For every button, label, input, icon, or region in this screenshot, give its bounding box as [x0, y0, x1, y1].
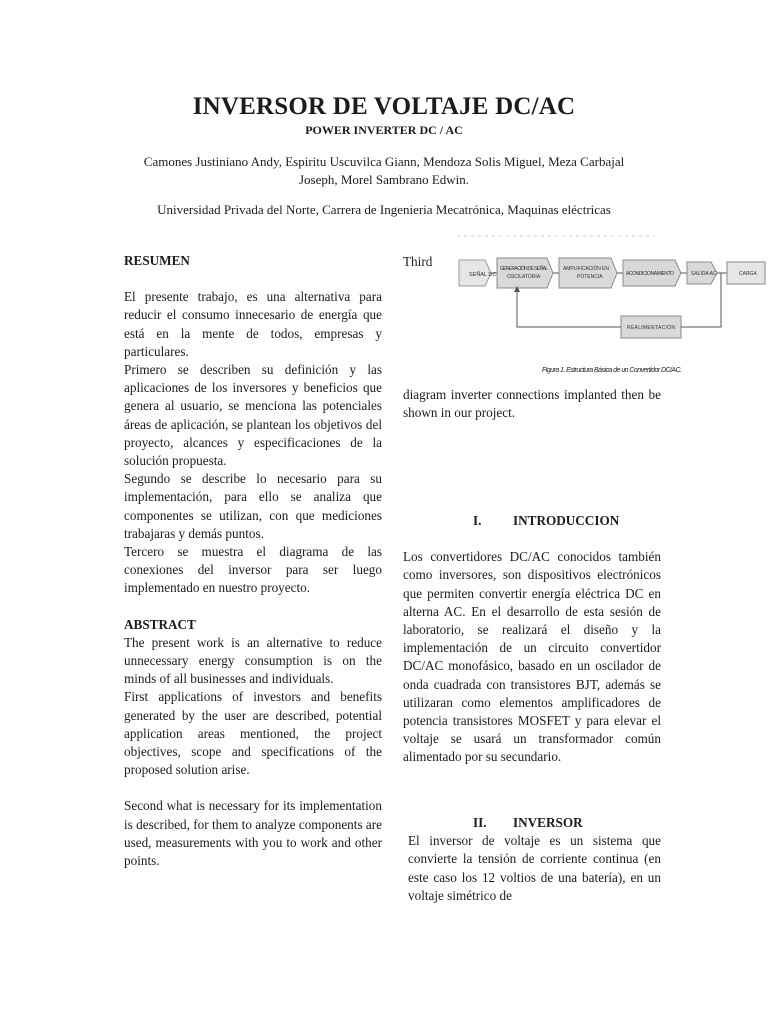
section-introduccion [403, 512, 661, 767]
resumen-heading: RESUMEN [124, 253, 190, 268]
feedback-line-left [517, 288, 621, 327]
right-continuation: diagram inverter connections implanted then be shown in our project. [403, 387, 661, 421]
generator-block-label-2: OSCILATORIA [507, 274, 541, 280]
resumen-paragraph-2: Primero se describen su definición y las aplicaciones de los inversores y beneficios que genera al usuario, se menciona las potenciales áreas de aplicación, se plantean los objetivos del proyecto, alcances y especificaciones de la solución propuesta. [124, 362, 382, 469]
section-title: INTRODUCCION [513, 513, 620, 528]
generator-block [497, 258, 553, 288]
abstract-paragraph-1: The present work is an alternative to reduce unnecessary energy consumption is on the minds of all businesses and individuals. [124, 634, 382, 687]
abstract-paragraph-2: First applications of investors and benefits generated by the user are described, potential application areas mentioned, the project objectives, scope and specifications of the proposed solution arise. [124, 689, 382, 778]
resumen-paragraph-3: Segundo se describe lo necesario para su implementación, para ello se analiza que componentes se utilizan, con que mediciones trabajaras y demás puntos. [124, 471, 382, 541]
figure-caption: Figura 1. Estructura Básica de un Convertidor DC/AC. [542, 367, 682, 374]
section-number: I. [473, 513, 482, 528]
authors [110, 153, 658, 189]
section-inversor [403, 814, 661, 905]
conditioning-block-label: ACONDICIONAMIENTO [626, 271, 674, 277]
amplifier-block-label: AMPLIFICACIÓN EN [563, 266, 609, 272]
output-block-label: SALIDA AC [691, 271, 717, 277]
amplifier-block [559, 258, 617, 288]
load-block-label: CARGA [739, 271, 757, 277]
introduccion-paragraph: Los convertidores DC/AC conocidos también como inversores, son dispositivos electrónicos que permiten convertir energía eléctrica DC en alterna AC. En el desarrollo de esta sesión de laboratorio, se realizará el diseño y la implementación de un circuito convertidor DC/AC monofásico, basado en un oscilador de onda cuadrada con transistores BJT, además se utilizaran como elementos amplificadores de potencia transistores MOSFET y para elevar el voltaje se usará un transformador común alimentado por su secundario. [403, 549, 661, 765]
section-heading-introduccion [403, 512, 661, 530]
section-number: II. [473, 815, 487, 830]
affiliation: Universidad Privada del Norte, Carrera de Ingenieria Mecatrónica, Maquinas eléctricas [157, 202, 611, 217]
generator-block-label: GENERACIÓN DE SEÑAL [500, 266, 548, 272]
resumen-paragraph-1: El presente trabajo, es una alternativa para reducir el consumo innecesario de energía que está en la mente de todos, empresas y particulares. [124, 289, 382, 359]
authors-line-2: Joseph, Morel Sambrano Edwin. [298, 172, 470, 187]
input-block-label: SEÑAL DC [469, 272, 497, 278]
abstract-paragraph-3: Second what is necessary for its implementation is described, for them to analyze components are used, measurements with you to work and other points. [124, 798, 382, 869]
section-title: INVERSOR [513, 815, 583, 830]
section-heading-inversor [403, 814, 661, 832]
feedback-block-label: REALIMENTACIÓN [627, 325, 675, 331]
paper-title: INVERSOR DE VOLTAJE DC/AC [192, 93, 576, 120]
abstract-heading: ABSTRACT [124, 616, 196, 632]
left-column [124, 252, 382, 870]
inversor-paragraph: El inversor de voltaje es un sistema que convierte la tensión de corriente continua (en este caso los 12 voltios de una batería), en un voltaje simétrico de [408, 833, 661, 903]
amplifier-block-label-2: POTENCIA [577, 274, 603, 280]
block-diagram-figure [455, 230, 768, 380]
paper-subtitle: POWER INVERTER DC / AC [305, 123, 463, 137]
third-word: Third [403, 254, 433, 269]
resumen-paragraph-4: Tercero se muestra el diagrama de las conexiones del inversor para ser luego implementado en nuestro proyecto. [124, 544, 382, 596]
authors-line-1: Camones Justiniano Andy, Espiritu Uscuvilca Giann, Mendoza Solis Miguel, Meza Carbajal [143, 154, 625, 169]
